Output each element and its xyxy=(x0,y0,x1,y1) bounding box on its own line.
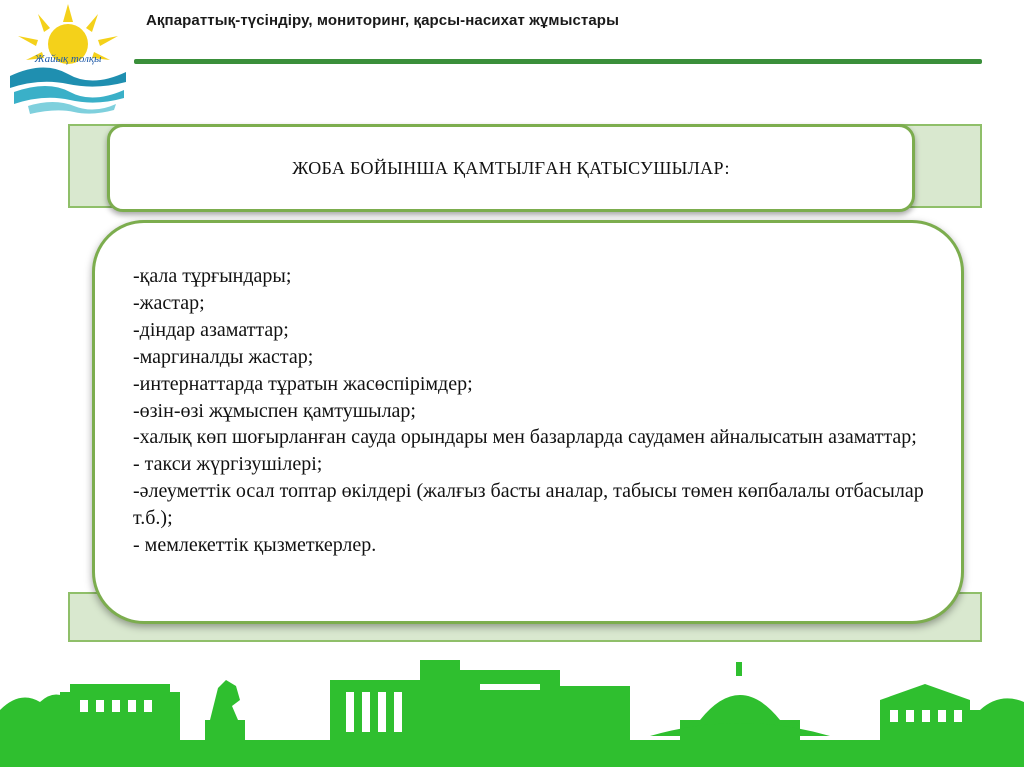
city-skyline-icon xyxy=(0,640,1024,767)
header-divider xyxy=(134,59,982,64)
list-item: -маргиналды жастар; xyxy=(133,345,314,368)
header-title: Ақпараттық-түсіндіру, мониторинг, қарсы-насихат жұмыстары xyxy=(146,12,619,29)
list-item: -жастар; xyxy=(133,291,205,314)
slide-heading: ЖОБА БОЙЫНША ҚАМТЫЛҒАН ҚАТЫСУШЫЛАР: xyxy=(292,157,730,178)
heading-box xyxy=(107,124,915,212)
participants-list xyxy=(133,263,933,559)
list-item: -интернаттарда тұратын жасөспірімдер; xyxy=(133,372,473,395)
list-item: -халық көп шоғырланған сауда орындары мен базарларда саудамен айналысатын азаматтар; xyxy=(133,426,917,449)
list-item: - такси жүргізушілері; xyxy=(133,453,323,476)
logo-text: Жайық толқы xyxy=(34,53,102,65)
list-item: -әлеуметтік осал топтар өкілдері (жалғыз басты аналар, табысы төмен көпбалалы отбасылар т.б.); xyxy=(133,480,924,530)
list-item: - мемлекеттік қызметкерлер. xyxy=(133,534,377,557)
list-item: -қала тұрғындары; xyxy=(133,265,292,287)
logo-icon xyxy=(4,0,132,118)
list-item: -діндар азаматтар; xyxy=(133,318,289,341)
list-item: -өзін-өзі жұмыспен қамтушылар; xyxy=(133,399,416,422)
